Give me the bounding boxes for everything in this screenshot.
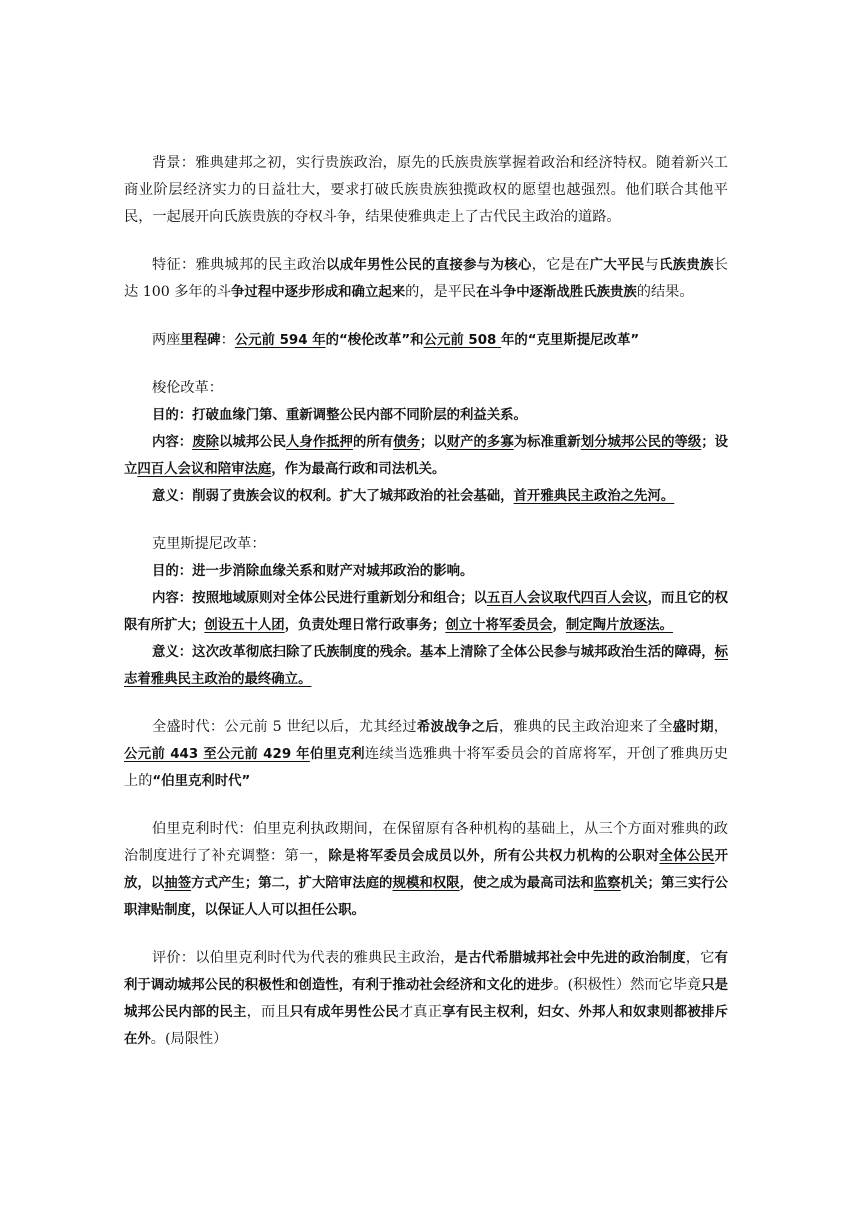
solon-content-underline: 债务 [393, 435, 420, 450]
golden-age-bold-text: 盛时期 [672, 720, 714, 735]
evaluation-text: ，而且 [246, 1004, 290, 1020]
feature-bold-text: 争过程中逐步形成和确立起来 [231, 285, 406, 300]
feature-text: 特征：雅典城邦的民主政治 [152, 257, 327, 273]
cleisthenes-content-underline: 创立十将军委员会 [445, 618, 553, 633]
evaluation-text: 。(局限性） [150, 1031, 228, 1047]
feature-bold-text: 以成年男性公民的直接参与为核心 [326, 258, 532, 273]
solon-title: 梭伦改革： [152, 380, 223, 396]
golden-age-text: ，雅典的民主政治迎来了全 [498, 719, 673, 735]
feature-text: 的，是平民 [405, 284, 477, 300]
cleisthenes-title: 克里斯提尼改革： [152, 536, 266, 552]
cleisthenes-goal [124, 558, 728, 585]
golden-age-bold-text: 伯里克利 [309, 747, 365, 762]
solon-content-text: 内容： [152, 435, 193, 450]
feature-bold-text: 氏族贵族 [658, 258, 714, 273]
cleisthenes-content [124, 585, 728, 639]
spacer [124, 510, 728, 531]
golden-age-underline: 公元前 443 至公元前 429 年 [124, 747, 310, 762]
pericles-bold-text: 机关；第三实行公职津贴制度，以保证人人可以担任公职。 [124, 876, 729, 918]
spacer [124, 693, 728, 714]
solon-content-text: 的所有 [352, 435, 394, 450]
milestone-date-1: 公元前 594 年 [234, 333, 326, 348]
pericles-underline: 抽签 [164, 876, 192, 891]
evaluation-text: ，它 [685, 950, 715, 966]
solon-content [124, 429, 728, 483]
cleisthenes-content-text: ，而且它的权限有所扩大； [124, 591, 729, 633]
golden-age-text: ， [713, 719, 728, 735]
solon-content-underline: 人身作抵押 [285, 435, 353, 450]
solon-meaning-text: 意义：削弱了贵族会议的权利。扩大了城邦政治的社会基础， [152, 489, 514, 504]
cleisthenes-meaning-text: 意义：这次改革彻底扫除了氏族制度的残余。基本上清除了全体公民参与城邦政治生活的障碍， [152, 645, 715, 660]
cleisthenes-goal-text: 目的：进一步消除血缘关系和财产对城邦政治的影响。 [152, 564, 474, 579]
background-paragraph [124, 150, 728, 231]
pericles-bold-text: ，使之成为最高司法和 [459, 876, 594, 891]
pericles-underline: 规模和权限 [392, 876, 460, 891]
milestones-bold-text: 年的“克里斯提尼改革” [501, 333, 640, 348]
feature-text: ，它是在 [531, 257, 590, 273]
pericles-bold-text: 开放，以 [124, 849, 728, 891]
cleisthenes-content-underline: 制定陶片放逐法。 [565, 618, 674, 633]
solon-content-underline: 四百人会议和陪审法庭 [137, 462, 272, 477]
solon-section [124, 375, 728, 510]
solon-content-underline: 废除 [192, 435, 219, 450]
feature-bold-text: 在斗争中逐渐战胜氏族贵族 [476, 285, 637, 300]
solon-content-text: ；设立 [124, 435, 729, 477]
cleisthenes-content-text: ，负责处理日常行政事务； [284, 618, 446, 633]
solon-meaning-underline: 首开雅典民主政治之先河。 [513, 489, 675, 504]
feature-text: 的结果。 [636, 284, 694, 300]
background-text: 背景：雅典建邦之初，实行贵族政治，原先的氏族贵族掌握着政治和经济特权。随着新兴工商业阶层经济实力的日益壮大，要求打破氏族贵族独揽政权的愿望也越强烈。他们联合其他平民，一起展开向氏族贵族的夺权斗争，结果使雅典走上了古代民主政治的道路。 [124, 155, 728, 225]
milestones-text: 两座 [152, 332, 181, 348]
milestones-text: ： [220, 332, 235, 348]
evaluation-bold-text: 有利于调动城邦公民的积极性和创造性，有利于推动社会经济和文化的进步 [124, 951, 728, 993]
golden-age-paragraph [124, 714, 728, 795]
evaluation-text: 。(积极性）然而它毕竟 [553, 977, 702, 993]
solon-content-text: ，作为最高行政和司法机关。 [271, 462, 446, 477]
solon-goal-text: 目的：打破血缘门第、重新调整公民内部不同阶层的利益关系。 [152, 408, 527, 423]
pericles-bold-text: 除是将军委员会成员以外，所有公共权力机构的公职对 [328, 849, 660, 864]
pericles-underline: 监察 [593, 876, 621, 891]
pericles-underline: 全体公民 [659, 849, 715, 864]
evaluation-paragraph [124, 945, 728, 1053]
golden-age-bold-text: 希波战争之后 [416, 720, 499, 735]
cleisthenes-content-text: 内容：按照地域原则对全体公民进行重新划分和组合；以 [152, 591, 487, 606]
solon-content-underline: 划分城邦公民的等级 [580, 435, 702, 450]
golden-age-text: 全盛时代：公元前 5 世纪以后，尤其经过 [152, 719, 417, 735]
solon-content-text: ；以 [419, 435, 447, 450]
evaluation-text: 评价：以伯里克利时代为代表的雅典民主政治， [152, 950, 455, 966]
evaluation-text: 才真正 [398, 1004, 443, 1020]
solon-content-underline: 财产的多寡 [446, 435, 514, 450]
golden-age-text: 连续当选雅典十将军委员会的首席将军，开创了雅典历史上的 [124, 746, 728, 789]
pericles-text: 伯里克利时代：伯里克利执政期间，在保留原有各种机构的基础上，从三个方面对雅典的政治制度进行了补充调整：第一， [124, 821, 728, 864]
milestones-bold-text: 的“梭伦改革”和 [325, 333, 424, 348]
cleisthenes-section [124, 531, 728, 693]
golden-age-bold-text: “伯里克利时代” [152, 774, 251, 789]
milestones-paragraph [124, 327, 728, 354]
cleisthenes-content-underline: 创设五十人团 [204, 618, 285, 633]
document-body [124, 150, 728, 1074]
feature-text: 长达 100 多年的斗 [124, 257, 728, 300]
pericles-bold-text: 方式产生；第二，扩大陪审法庭的 [191, 876, 393, 891]
cleisthenes-meaning-underline: 标志着雅典民主政治的最终确立。 [124, 645, 728, 687]
feature-text: 与 [644, 257, 659, 273]
feature-bold-text: 广大平民 [589, 258, 645, 273]
cleisthenes-meaning [124, 639, 728, 693]
cleisthenes-content-underline: 五百人会议取代四百人会议 [486, 591, 648, 606]
evaluation-bold-text: 只有成年男性公民 [289, 1005, 399, 1020]
evaluation-bold-text: 只是城邦公民内部的民主 [124, 978, 729, 1020]
solon-meaning [124, 483, 728, 510]
feature-paragraph [124, 252, 728, 306]
evaluation-bold-text: 享有民主权利，妇女、外邦人和奴隶则都被排斥在外 [124, 1005, 728, 1047]
evaluation-bold-text: 是古代希腊城邦社会中先进的政治制度 [454, 951, 686, 966]
milestones-bold-text: 里程碑 [180, 333, 221, 348]
pericles-paragraph [124, 816, 728, 924]
solon-content-text: 以城邦公民 [218, 435, 286, 450]
cleisthenes-content-text: ， [552, 618, 566, 633]
solon-content-text: 为标准重新 [513, 435, 581, 450]
solon-goal [124, 402, 728, 429]
milestone-date-2: 公元前 508 [423, 333, 502, 348]
